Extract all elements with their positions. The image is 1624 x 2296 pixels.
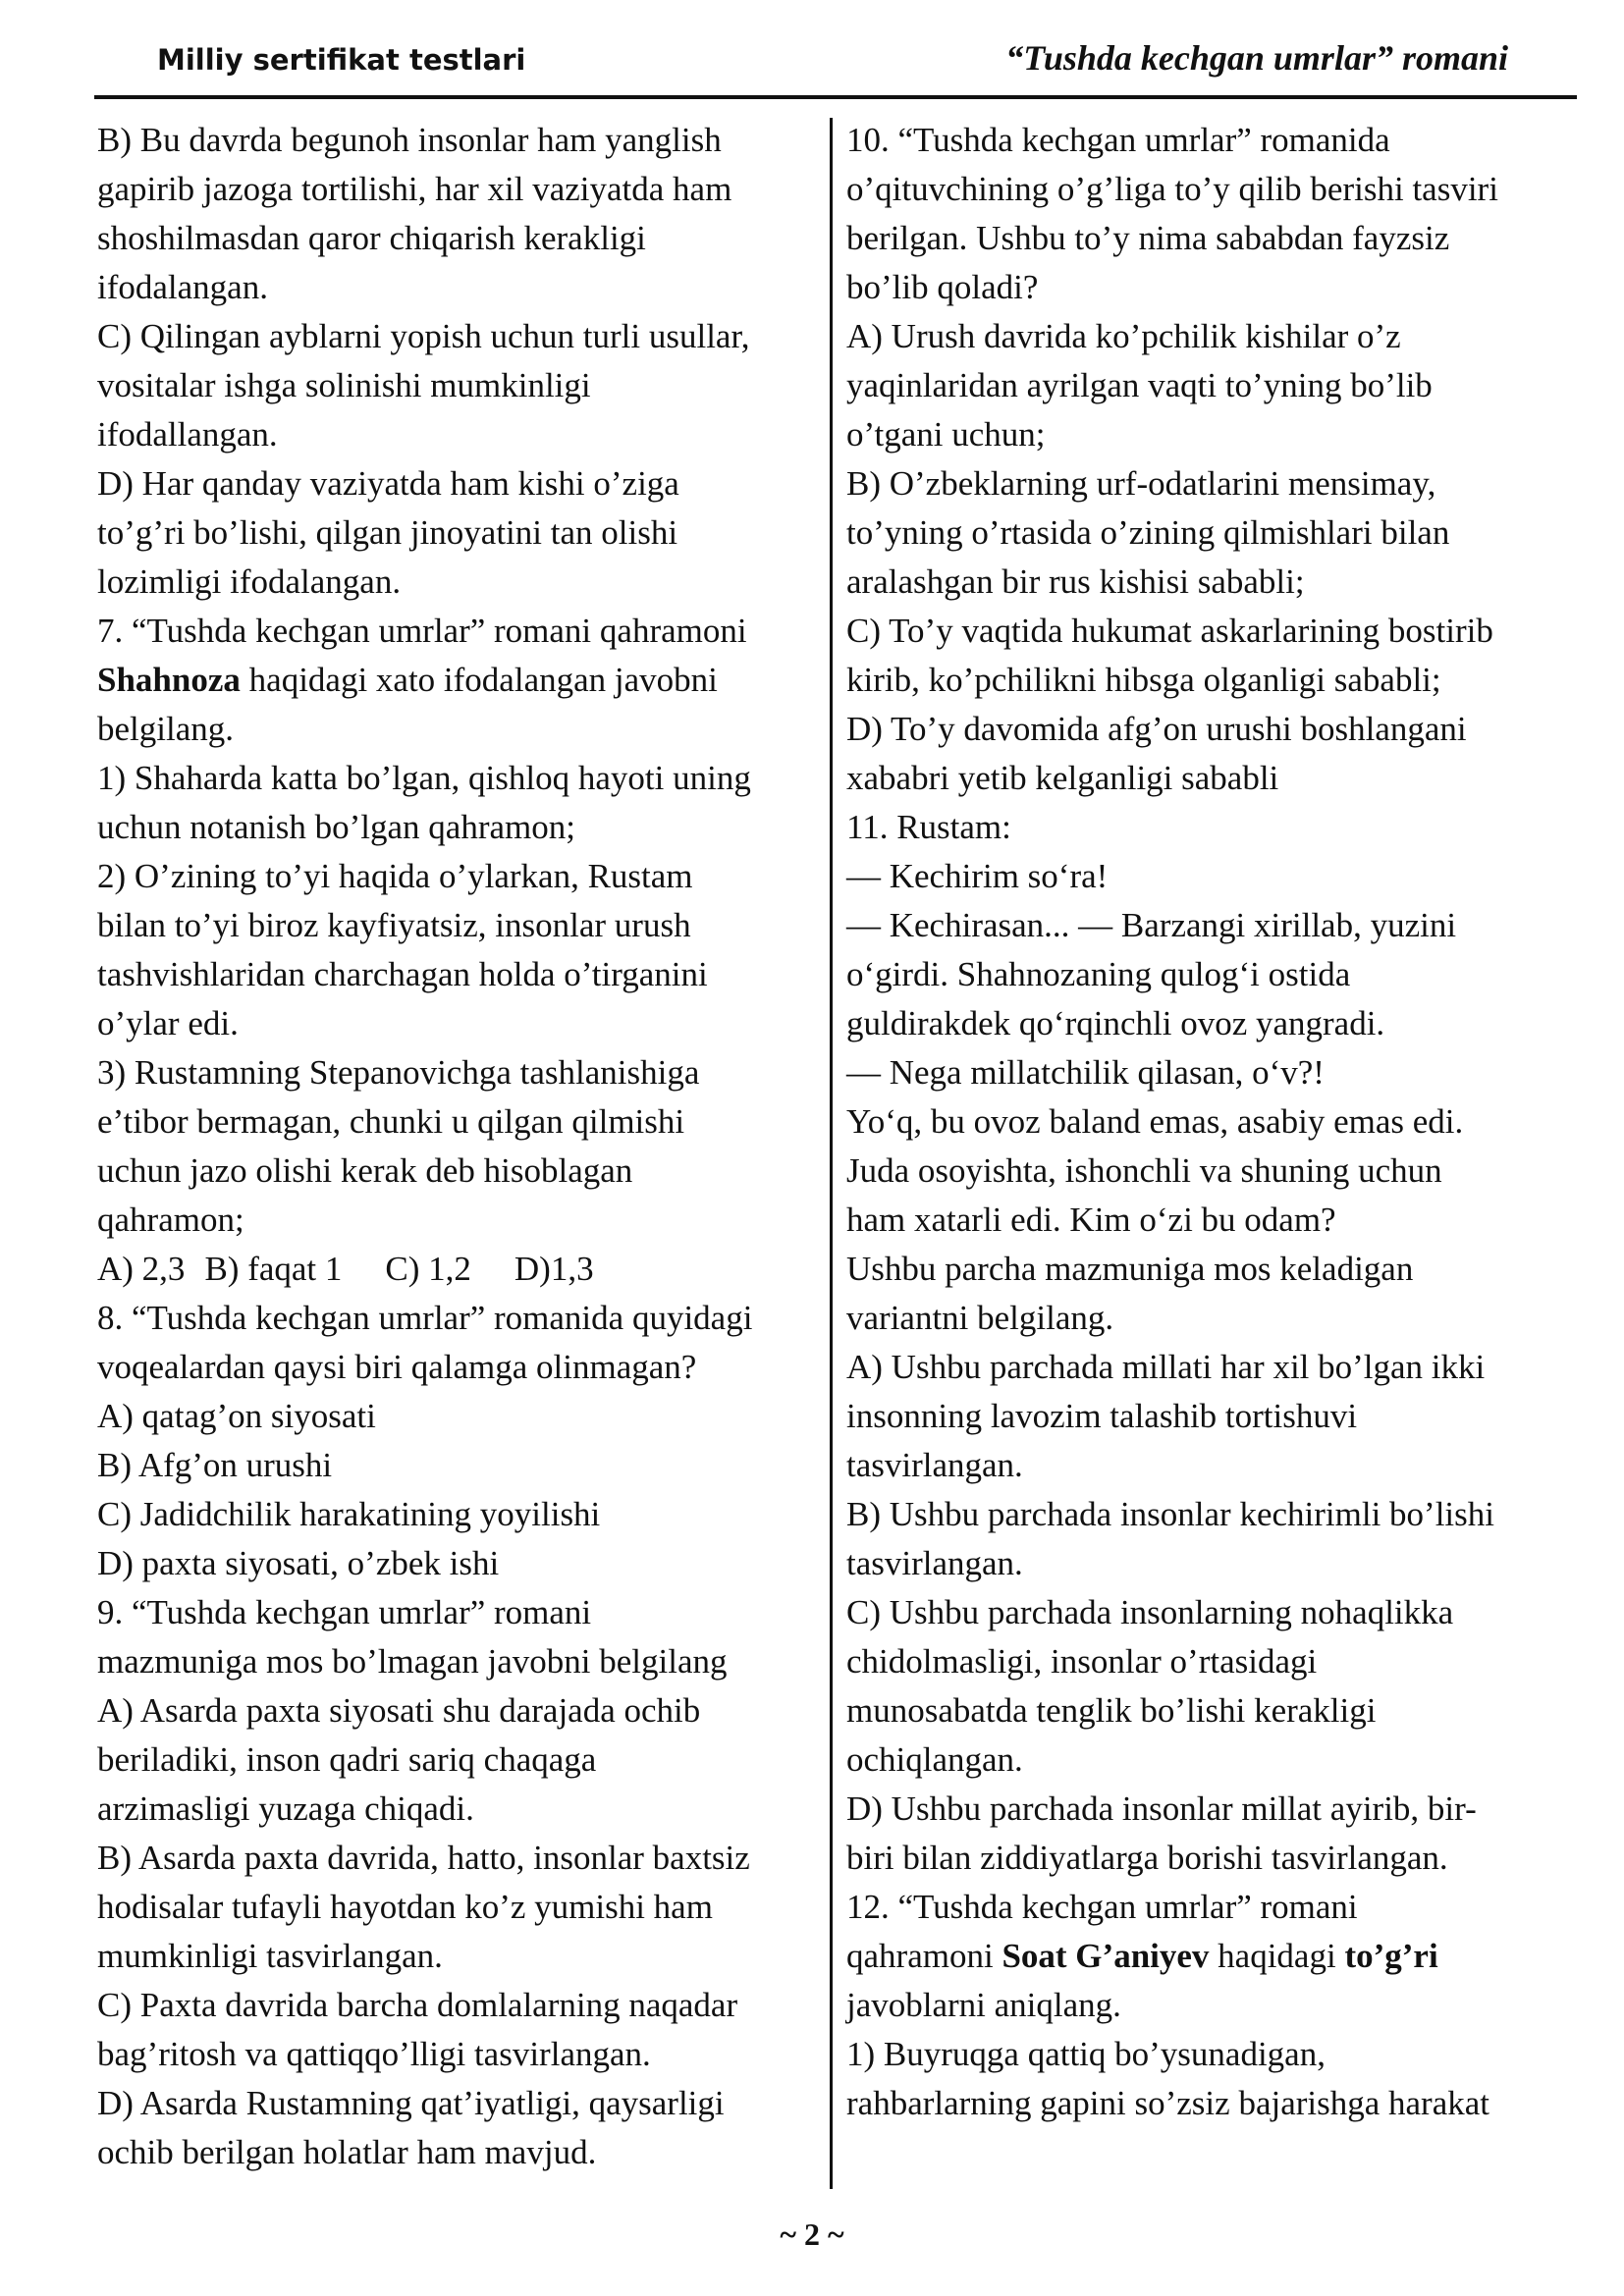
text-line: o‘girdi. Shahnozaning qulog‘i ostida <box>846 955 1351 993</box>
text-line: 7. “Tushda kechgan umrlar” romani qahramoni <box>97 612 747 650</box>
answer-option: D)1,3 <box>514 1250 594 1288</box>
text-line: mazmuniga mos bo’lmagan javobni belgilang <box>97 1642 728 1681</box>
text-line: o’qituvchining o’g’liga to’y qilib berishi tasviri <box>846 170 1498 208</box>
text-line: 11. Rustam: <box>846 808 1011 846</box>
answer-option: C) 1,2 <box>385 1250 471 1288</box>
text-line: D) Ushbu parchada insonlar millat ayirib, bir- <box>846 1789 1477 1828</box>
bold-term: Shahnoza <box>97 661 241 699</box>
text-line: C) Qilingan ayblarni yopish uchun turli usullar, <box>97 317 750 355</box>
text-line: — Kechirim so‘ra! <box>846 857 1109 895</box>
text-segment: haqidagi xato ifodalangan javobni <box>240 661 718 699</box>
text-line: Yo‘q, bu ovoz baland emas, asabiy emas edi. <box>846 1102 1464 1141</box>
text-line: — Nega millatchilik qilasan, o‘v?! <box>846 1053 1325 1092</box>
text-line: D) paxta siyosati, o’zbek ishi <box>97 1544 500 1582</box>
text-line: bo’lib qoladi? <box>846 268 1039 306</box>
text-line: o’tgani uchun; <box>846 415 1046 454</box>
text-line: yaqinlaridan ayrilgan vaqti to’yning bo’lib <box>846 366 1433 404</box>
text-line: B) Bu davrda begunoh insonlar ham yanglish <box>97 121 722 159</box>
text-line: bilan to’yi biroz kayfiyatsiz, insonlar urush <box>97 906 691 944</box>
header-series-title: Milliy sertifikat testlari <box>157 43 526 77</box>
text-line: uchun notanish bo’lgan qahramon; <box>97 808 575 846</box>
text-line: Juda osoyishta, ishonchli va shuning uchun <box>846 1151 1442 1190</box>
text-line: 2) O’zining to’yi haqida o’ylarkan, Rustam <box>97 857 693 895</box>
text-line: 8. “Tushda kechgan umrlar” romanida quyidagi <box>97 1299 753 1337</box>
text-line: chidolmasligi, insonlar o’rtasidagi <box>846 1642 1318 1681</box>
text-line: ochib berilgan holatlar ham mavjud. <box>97 2133 597 2171</box>
text-line: vositalar ishga solinishi mumkinligi <box>97 366 591 404</box>
text-line: rahbarlarning gapini so’zsiz bajarishga harakat <box>846 2084 1490 2122</box>
text-line: aralashgan bir rus kishisi sababli; <box>846 562 1305 601</box>
bold-term: Soat G’aniyev <box>1001 1937 1210 1975</box>
text-line: C) Ushbu parchada insonlarning nohaqlikka <box>846 1593 1454 1631</box>
answer-option: A) 2,3 <box>97 1250 186 1288</box>
text-line: C) Jadidchilik harakatining yoyilishi <box>97 1495 601 1533</box>
text-line: A) qatag’on siyosati <box>97 1397 376 1435</box>
text-line: 10. “Tushda kechgan umrlar” romanida <box>846 121 1390 159</box>
text-line: kirib, ko’pchilikni hibsga olganligi sababli; <box>846 661 1441 699</box>
text-line: xababri yetib kelganligi sababli <box>846 759 1279 797</box>
text-line: 1) Buyruqga qattiq bo’ysunadigan, <box>846 2035 1326 2073</box>
text-line: beriladiki, inson qadri sariq chaqaga <box>97 1740 597 1779</box>
text-line: mumkinligi tasvirlangan. <box>97 1937 443 1975</box>
text-line: to’g’ri bo’lishi, qilgan jinoyatini tan olishi <box>97 513 678 552</box>
text-line: munosabatda tenglik bo’lishi kerakligi <box>846 1691 1377 1730</box>
text-line: qahramon; <box>97 1201 244 1239</box>
text-line: C) Paxta davrida barcha domlalarning naqadar <box>97 1986 738 2024</box>
header-book-title: “Tushda kechgan umrlar” romani <box>1005 38 1508 78</box>
text-line: B) Asarda paxta davrida, hatto, insonlar baxtsiz <box>97 1839 750 1877</box>
text-line: D) Har qanday vaziyatda ham kishi o’ziga <box>97 464 679 503</box>
text-line: belgilang. <box>97 710 234 748</box>
answer-option: B) faqat 1 <box>204 1250 343 1288</box>
text-line: gapirib jazoga tortilishi, har xil vaziyatda ham <box>97 170 732 208</box>
answer-options <box>97 1245 817 1294</box>
text-line: B) Afg’on urushi <box>97 1446 333 1484</box>
text-line: B) Ushbu parchada insonlar kechirimli bo’lishi <box>846 1495 1494 1533</box>
text-line: o’ylar edi. <box>97 1004 239 1042</box>
text-line: tasvirlangan. <box>846 1446 1023 1484</box>
text-line: 12. “Tushda kechgan umrlar” romani <box>846 1888 1358 1926</box>
text-line: arzimasligi yuzaga chiqadi. <box>97 1789 474 1828</box>
text-line: insonning lavozim talashib tortishuvi <box>846 1397 1358 1435</box>
right-column <box>846 116 1568 2128</box>
text-segment: haqidagi <box>1209 1937 1345 1975</box>
text-line: to’yning o’rtasida o’zining qilmishlari bilan <box>846 513 1450 552</box>
text-line: voqealardan qaysi biri qalamga olinmagan? <box>97 1348 697 1386</box>
text-line: 1) Shaharda katta bo’lgan, qishloq hayoti uning <box>97 759 751 797</box>
text-line: variantni belgilang. <box>846 1299 1114 1337</box>
column-divider <box>830 118 833 2189</box>
text-line: C) To’y vaqtida hukumat askarlarining bostirib <box>846 612 1493 650</box>
text-line: ochiqlangan. <box>846 1740 1023 1779</box>
text-line: A) Ushbu parchada millati har xil bo’lgan ikki <box>846 1348 1486 1386</box>
left-column <box>97 116 817 2177</box>
text-line: A) Urush davrida ko’pchilik kishilar o’z <box>846 317 1401 355</box>
text-line: berilgan. Ushbu to’y nima sababdan fayzsiz <box>846 219 1450 257</box>
text-line: shoshilmasdan qaror chiqarish kerakligi <box>97 219 646 257</box>
text-line: ham xatarli edi. Kim o‘zi bu odam? <box>846 1201 1336 1239</box>
text-line: 9. “Tushda kechgan umrlar” romani <box>97 1593 592 1631</box>
header-rule <box>94 95 1577 99</box>
text-line: bag’ritosh va qattiqqo’lligi tasvirlangan. <box>97 2035 651 2073</box>
text-line: e’tibor bermagan, chunki u qilgan qilmishi <box>97 1102 685 1141</box>
text-line: tashvishlaridan charchagan holda o’tirganini <box>97 955 708 993</box>
text-line: ifodallangan. <box>97 415 278 454</box>
text-line <box>97 656 817 705</box>
text-segment: qahramoni <box>846 1937 1002 1975</box>
page-number: ~ 2 ~ <box>780 2216 844 2252</box>
text-line: B) O’zbeklarning urf-odatlarini mensimay, <box>846 464 1436 503</box>
text-line: D) Asarda Rustamning qat’iyatligi, qaysarligi <box>97 2084 725 2122</box>
text-line: D) To’y davomida afg’on urushi boshlangani <box>846 710 1467 748</box>
text-line: biri bilan ziddiyatlarga borishi tasvirlangan. <box>846 1839 1448 1877</box>
text-line: A) Asarda paxta siyosati shu darajada ochib <box>97 1691 701 1730</box>
text-line: uchun jazo olishi kerak deb hisoblagan <box>97 1151 633 1190</box>
text-line: Ushbu parcha mazmuniga mos keladigan <box>846 1250 1414 1288</box>
text-line: javoblarni aniqlang. <box>846 1986 1121 2024</box>
bold-term: to’g’ri <box>1344 1937 1438 1975</box>
text-line: tasvirlangan. <box>846 1544 1023 1582</box>
text-line: guldirakdek qo‘rqinchli ovoz yangradi. <box>846 1004 1385 1042</box>
text-line: 3) Rustamning Stepanovichga tashlanishiga <box>97 1053 700 1092</box>
text-line: lozimligi ifodalangan. <box>97 562 402 601</box>
text-line: — Kechirasan... — Barzangi xirillab, yuzini <box>846 906 1457 944</box>
text-line: hodisalar tufayli hayotdan ko’z yumishi ham <box>97 1888 713 1926</box>
text-line: ifodalangan. <box>97 268 268 306</box>
text-line <box>846 1932 1568 1981</box>
